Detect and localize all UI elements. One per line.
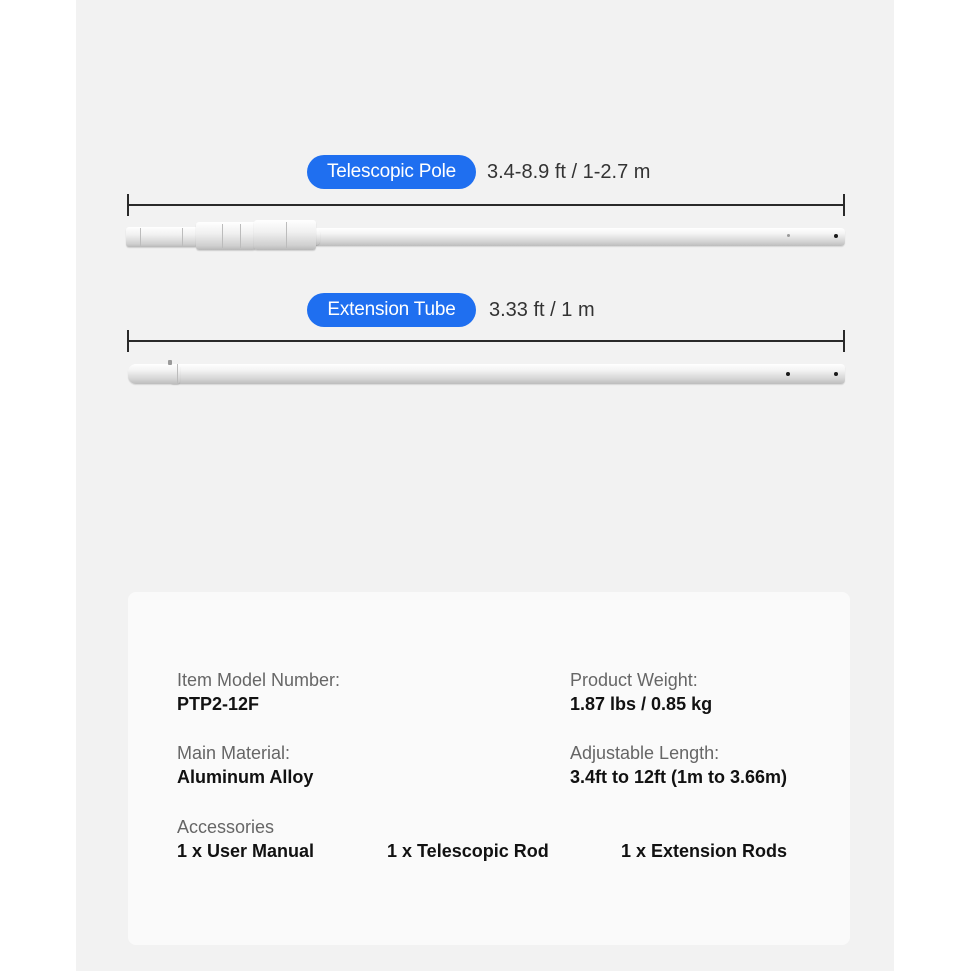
- tube-spring-button: [168, 360, 172, 365]
- adjustable-length-value: 3.4ft to 12ft (1m to 3.66m): [570, 767, 788, 787]
- grip-seam: [182, 228, 183, 246]
- main-material-value: Aluminum Alloy: [177, 767, 314, 787]
- dimension-tick-right: [843, 330, 845, 352]
- accessories-label: Accessories: [177, 817, 275, 837]
- pole-end-hole: [834, 234, 838, 238]
- model-number-value: PTP2-12F: [177, 694, 260, 714]
- tube-hole: [786, 372, 790, 376]
- tube-end-hole: [834, 372, 838, 376]
- telescopic-pole-badge: Telescopic Pole: [307, 155, 476, 189]
- dimension-line: [127, 204, 845, 206]
- pole-main-tube: [310, 228, 845, 246]
- extension-tube-badge: Extension Tube: [307, 293, 476, 327]
- accessory-item: 1 x User Manual: [177, 841, 315, 861]
- pole-lock-collar-1: [196, 222, 256, 250]
- collar-seam: [222, 224, 223, 248]
- accessory-item: 1 x Telescopic Rod: [387, 841, 549, 861]
- main-material-label: Main Material:: [177, 743, 291, 763]
- tube-main: [170, 364, 845, 384]
- extension-tube-dimension: 3.33 ft / 1 m: [489, 299, 595, 321]
- model-number-label: Item Model Number:: [177, 670, 341, 690]
- accessory-item: 1 x Extension Rods: [621, 841, 788, 861]
- dimension-tick-right: [843, 194, 845, 216]
- pole-end-grip: [126, 227, 198, 247]
- product-weight-value: 1.87 lbs / 0.85 kg: [570, 694, 713, 714]
- grip-seam: [140, 228, 141, 246]
- adjustable-length-label: Adjustable Length:: [570, 743, 720, 763]
- tube-seam: [177, 364, 178, 384]
- telescopic-pole-dimension: 3.4-8.9 ft / 1-2.7 m: [487, 161, 651, 183]
- collar-seam: [286, 222, 287, 248]
- pole-button-hole: [787, 234, 790, 237]
- collar-seam: [240, 224, 241, 248]
- dimension-line: [127, 340, 845, 342]
- product-weight-label: Product Weight:: [570, 670, 698, 690]
- tube-end: [128, 364, 180, 384]
- pole-lock-collar-2: [254, 220, 316, 250]
